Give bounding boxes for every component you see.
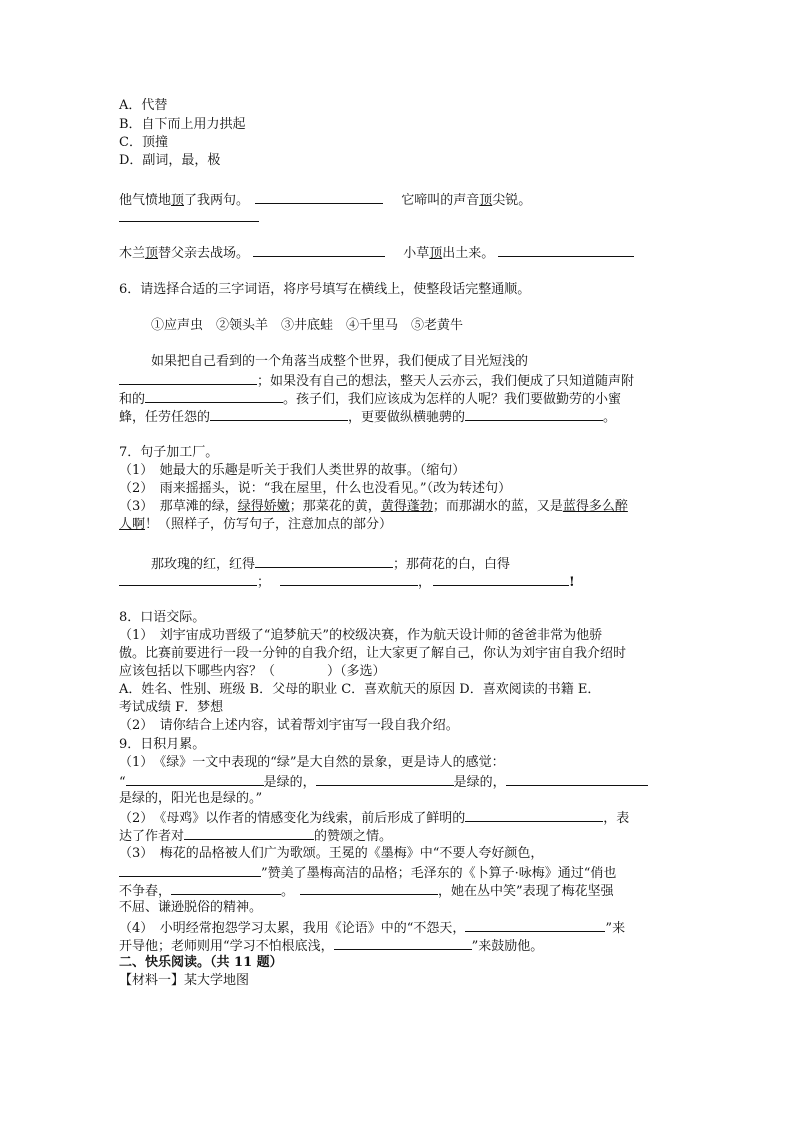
q6-title: 6．请选择合适的三字词语，将序号填写在横线上，使整段话完整通顺。	[119, 282, 531, 297]
option-d: D．副词，最，极	[119, 153, 221, 168]
answer-blank[interactable]	[171, 881, 281, 895]
answer-blank[interactable]	[119, 208, 259, 222]
option-a: A．代替	[119, 98, 168, 113]
q9-title: 9．日积月累。	[119, 737, 206, 752]
q5-row1-cont	[119, 208, 259, 228]
answer-blank[interactable]	[255, 554, 393, 568]
answer-blank[interactable]	[280, 572, 418, 586]
q9-line6: （3） 梅花的品格被人们广为歌颂。王冕的《墨梅》中“不要人夸好颜色，	[119, 846, 544, 861]
q9-line1: （1） 《绿》一文中表现的“绿”是大自然的景象，更是诗人的感觉：	[119, 755, 505, 770]
q8-line5: 考试成绩 F．梦想	[119, 700, 224, 715]
q8-line3: 应该包括以下哪些内容？（ ）（多选）	[119, 664, 386, 679]
option-c: C．顶撞	[119, 135, 168, 150]
q8-line2: 傲。比赛前要进行一段一分钟的自我介绍，让大家更了解自己，你认为刘宇宙自我介绍时	[119, 646, 627, 661]
q8-line6: （2） 请你结合上述内容，试着帮刘宇宙写一段自我介绍。	[119, 718, 459, 733]
q9-line8: 不争春， 。 ，她在丛中笑”表现了梅花坚强	[119, 881, 614, 901]
q9-line2: “ 是绿的， 是绿的，	[119, 772, 648, 792]
answer-blank[interactable]	[498, 243, 634, 257]
q7-item3: （3） 那草滩的绿，绿得娇嫩；那菜花的黄，黄得蓬勃；而那湖水的蓝，又是蓝得多么醉	[119, 499, 628, 514]
q5-row1: 他气愤地顶了我两句。 它啼叫的声音顶尖锐。	[119, 190, 531, 210]
q8-line4: A．姓名、性别、班级 B．父母的职业 C．喜欢航天的原因 D．喜欢阅读的书籍 E．	[119, 682, 601, 697]
option-b: B．自下而上用力拱起	[119, 117, 246, 132]
q6-choices: ①应声虫 ②领头羊 ③井底蛙 ④千里马 ⑤老黄牛	[151, 318, 464, 333]
answer-blank[interactable]	[126, 772, 264, 786]
material-title: 【材料一】某大学地图	[119, 973, 250, 988]
q9-line7: ”赞美了墨梅高洁的品格；毛泽东的《卜算子·咏梅》通过“俏也	[119, 863, 616, 883]
answer-blank[interactable]	[433, 572, 569, 586]
answer-blank[interactable]	[300, 881, 438, 895]
answer-blank[interactable]	[255, 190, 383, 204]
q9-line3: 是绿的，阳光也是绿的。”	[119, 791, 263, 806]
q7-item3-cont: 人啊！（照样子，仿写句子，注意加点的部分）	[119, 517, 393, 532]
answer-blank[interactable]	[465, 407, 603, 421]
q9-line10: （4） 小明经常抱怨学习太累，我用《论语》中的“不怨天， ”来	[119, 918, 625, 938]
q9-line4: （2） 《母鸡》以作者的情感变化为线索，前后形成了鲜明的 ，表	[119, 808, 629, 828]
q7-write-line1: 那玫瑰的红，红得 ；那荷花的白，白得	[151, 554, 510, 574]
q9-line9: 不屈、谦逊脱俗的精神。	[119, 900, 263, 915]
q7-item2: （2） 雨来摇摇头，说：“我在屋里，什么也没看见。”（改为转述句）	[119, 481, 512, 496]
q7-write-line2: ； ， !	[119, 572, 575, 592]
answer-blank[interactable]	[184, 826, 314, 840]
section-heading: 二、快乐阅读。（共 11 题）	[119, 955, 283, 970]
q5-row2: 木兰顶替父亲去战场。 小草顶出土来。	[119, 243, 634, 263]
answer-blank[interactable]	[119, 863, 261, 877]
q7-item1: （1） 她最大的乐趣是听关于我们人类世界的故事。（缩句）	[119, 463, 466, 478]
answer-blank[interactable]	[465, 918, 605, 932]
q6-para-line3: 和的 。孩子们，我们应该成为怎样的人呢？我们要做勤劳的小蜜	[119, 389, 621, 409]
q6-para-line4: 蜂，任劳任怨的 ，更要做纵横驰骋的 。	[119, 407, 616, 427]
q9-line11: 开导他；老师则用“学习不怕根底浅， ”来鼓励他。	[119, 936, 543, 956]
q6-para-line2: ；如果没有自己的想法，整天人云亦云，我们便成了只知道随声附	[119, 371, 634, 391]
answer-blank[interactable]	[465, 808, 603, 822]
answer-blank[interactable]	[119, 572, 257, 586]
q8-line1: （1） 刘宇宙成功晋级了“追梦航天”的校级决赛，作为航天设计师的爸爸非常为他骄	[119, 628, 603, 643]
q7-title: 7．句子加工厂。	[119, 445, 219, 460]
q9-line5: 达了作者对 的赞颂之情。	[119, 826, 392, 846]
answer-blank[interactable]	[210, 407, 348, 421]
answer-blank[interactable]	[506, 772, 648, 786]
answer-blank[interactable]	[145, 389, 283, 403]
answer-blank[interactable]	[119, 371, 257, 385]
answer-blank[interactable]	[316, 772, 454, 786]
q8-title: 8．口语交际。	[119, 610, 206, 625]
answer-blank[interactable]	[253, 243, 385, 257]
q6-para-line1: 如果把自己看到的一个角落当成整个世界，我们便成了目光短浅的	[151, 354, 529, 369]
answer-blank[interactable]	[334, 936, 472, 950]
